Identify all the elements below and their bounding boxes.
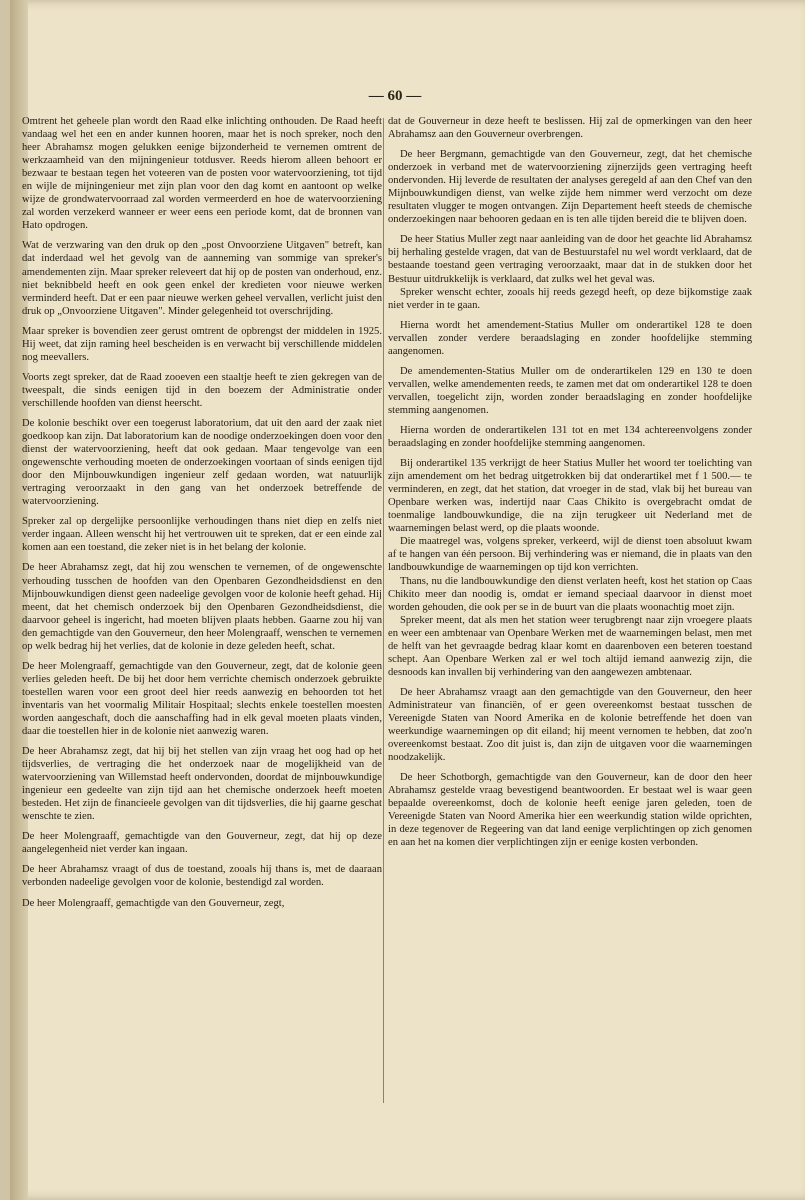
paragraph: De heer Molengraaff, gemachtigde van den Gouverneur, zegt, dat de kolonie geen verlies geleden heeft. De bij het door hem verrichte chemisch onderzoek gebruikte toestellen waren voor een groot deel hier reeds aanwezig en behoorden tot het inventaris van het voormalig Militair Hospitaal; slechts enkele toestellen moesten worden aangeschaft, doch die aanschaffing had in elk geval moeten plaats vinden, daar die toestellen hier in de kolonie niet aanwezig waren.	[22, 660, 382, 738]
right-column	[388, 115, 752, 849]
paragraph: Die maatregel was, volgens spreker, verkeerd, wijl de dienst toen absoluut kwam af te hangen van één persoon. Bij verhindering was er niemand, die in plaats van den landbouwkundige de waarnemingen op tijd kon verrichten.	[388, 536, 752, 574]
paragraph: De heer Statius Muller zegt naar aanleiding van de door het geachte lid Abrahamsz bij herhaling gestelde vragen, dat van de Bestuurstafel nu wel wordt verklaard, dat de bestaande toestand geen vertraging veroorzaakt, maar dat in de stukken door het Bestuur uitdrukkelijk is verklaard, dat zulks wel het geval was.	[388, 234, 752, 285]
paragraph: Maar spreker is bovendien zeer gerust omtrent de opbrengst der middelen in 1925. Hij weet, dat zijn raming heel bescheiden is en verwacht bij verschillende middelen nog meevallers.	[22, 325, 382, 363]
paragraph: Hierna worden de onderartikelen 131 tot en met 134 achtereenvolgens zonder beraadslaging en zonder hoofdelijke stemming aangenomen.	[388, 424, 752, 450]
paragraph: Spreker meent, dat als men het station weer terugbrengt naar zijn vroegere plaats en weer een ambtenaar van Openbare Werken met de waarnemingen belast, men met de helft van het gevraagde bedrag klaar komt en daarenboven een beteren toestand schept. Aan Openbare Werken zal er wel toch altijd iemand aanwezig zijn, die desnoods kan invallen bij verhindering van den aangewezen ambtenaar.	[388, 614, 752, 678]
paragraph: De heer Bergmann, gemachtigde van den Gouverneur, zegt, dat het chemische onderzoek in verband met de watervoorziening zijnerzijds geen vertraging heeft ondervonden. Hij leverde de resultaten der analyses geregeld af aan den Chef van den Mijnbouwkundigen dienst, van welke zijde hem nimmer werd verzocht om deze resultaten vlugger te mogen ontvangen. Zijn Departement heeft steeds de chemische onderzoekingen naar behooren gedaan en is ten alle tijden bereid die te blijven doen.	[388, 149, 752, 226]
paragraph: De heer Molengraaff, gemachtigde van den Gouverneur, zegt,	[22, 897, 285, 909]
paragraph: Thans, nu die landbouwkundige den dienst verlaten heeft, kost het station op Caas Chikito meer dan noodig is, omdat er iemand speciaal daarvoor in dienst moet worden gehouden, die ook per se in de buurt van die plaats woonachtig moet zijn.	[388, 575, 752, 613]
paragraph: De amendementen-Statius Muller om de onderartikelen 129 en 130 te doen vervallen, welke amendementen reeds, te zamen met dat om onderartikel 128 te doen vervallen, toegelicht zijn, worden zonder beraadslaging en zonder hoofdelijke stemming aangenomen.	[388, 365, 752, 416]
paragraph: Wat de verzwaring van den druk op den „post Onvoorziene Uitgaven" betreft, kan dat inderdaad wel het gevolg van de aanneming van sommige van spreker's amendementen zijn. Maar spreker releveert dat hij op de posten van onderhoud, enz. niet beknibbeld heeft en ook geen enkel der kredieten voor nieuwe werken verminderd heeft. Dat er een paar nieuwe werken geheel vervallen, verlicht juist den druk op „Onvoorziene Uitgaven". Minder gelegenheid tot overschrijding.	[22, 240, 382, 317]
paragraph: Voorts zegt spreker, dat de Raad zooeven een staaltje heeft te zien gekregen van de tweespalt, die sinds eenigen tijd in den boezem der Administratie onder verschillende hoofden van dienst heerscht.	[22, 371, 382, 409]
paragraph: De kolonie beschikt over een toegerust laboratorium, dat uit den aard der zaak niet goedkoop kan zijn. Dat laboratorium kan de noodige onderzoekingen doen voor den dienst der watervoorziening, heeft dat ook gedaan. Maar tengevolge van een ongewenschte verhouding moeten de onderzoekingen voortaan of sinds eenigen tijd door den Mijnbouwkundigen ingenieur zelf gedaan worden, wat natuurlijk vertraging veroorzaakt in den gang van het onderzoek betreffende de watervoorziening.	[22, 417, 382, 508]
paragraph: Spreker zal op dergelijke persoonlijke verhoudingen thans niet diep en zelfs niet verder ingaan. Alleen wenscht hij het vertrouwen uit te spreken, dat er een einde zal komen aan een toestand, die zeker niet is in het belang der kolonie.	[22, 516, 382, 554]
paragraph: De heer Abrahamsz zegt, dat hij bij het stellen van zijn vraag het oog had op het tijdsverlies, de vertraging die het onderzoek naar de mogelijkheid van de watervoorziening van Willemstad heeft ondervonden, doordat de mijnbouwkundige ingenieur een gedeelte van zijn tijd aan het chemische onderzoek heeft moeten besteden. Het zijn de financieele gevolgen van dit tijdsverlies, die hij gaarne geschat wenschte te zien.	[22, 746, 382, 823]
document-page	[10, 0, 805, 1200]
paragraph: De heer Molengraaff, gemachtigde van den Gouverneur, zegt, dat hij op deze aangelegenheid niet verder kan ingaan.	[22, 831, 382, 856]
paragraph: De heer Abrahamsz vraagt of dus de toestand, zooals hij thans is, met de daaraan verbonden nadeelige gevolgen voor de kolonie, bestendigd zal worden.	[22, 864, 382, 889]
paragraph: De heer Abrahamsz vraagt aan den gemachtigde van den Gouverneur, den heer Administrateur van financiën, of er geen overeenkomst bestaat tusschen de Vereenigde Staten van Noord Amerika en de kolonie betreffende het doen van weerkundige waarnemingen op dit eiland; hij meent vernomen te hebben, dat zoo'n overeenkomst bestaat. Zoo dit juist is, dan zijn de uitgaven voor die waarnemingen noodzakelijk.	[388, 686, 752, 764]
paragraph: dat de Gouverneur in deze heeft te beslissen. Hij zal de opmerkingen van den heer Abrahamsz aan den Gouverneur overbrengen.	[388, 116, 752, 141]
paragraph: Spreker wenscht echter, zooals hij reeds gezegd heeft, op deze bijkomstige zaak niet verder in te gaan.	[388, 286, 752, 311]
left-column	[22, 115, 382, 910]
paragraph: Hierna wordt het amendement-Statius Muller om onderartikel 128 te doen vervallen zonder verdere beraadslaging en zonder hoofdelijke stemming aangenomen.	[388, 319, 752, 357]
paragraph: Omtrent het geheele plan wordt den Raad elke inlichting onthouden. De Raad heeft vandaag wel het een en ander kunnen hooren, maar het is noch spreker, noch den heer Abrahamsz mogen gelukken eenige bijzonderheid te vernemen omtrent de werkzaamheid van den mijningenieur totdusver. Reeds hierom alleen behoort er bezwaar te bestaan tegen het voteeren van de posten voor watervoorziening, tot tijd en wijle de mijningenieur met zijn plan voor den dag komt en aantoont op welke wijze de grondwatervoorraad zal worden vermeerderd en hoe de watervoorziening zal worden verzekerd wanneer er weer eens een periode komt, dat de bronnen van Hato opdrogen.	[22, 116, 382, 232]
paragraph: De heer Schotborgh, gemachtigde van den Gouverneur, kan de door den heer Abrahamsz gestelde vraag bevestigend beantwoorden. Er bestaat wel is waar geen bepaalde overeenkomst, doch de kolonie heeft eenige jaren geleden, toen de Vereenigde Staten van Noord Amerika hier een weerkundig station wilde oprichten, in deze tegenover de Regeering van dat land eenige verplichtingen op zich genomen en aan het na komen dier verplichtingen zijn er eenige kosten verbonden.	[388, 772, 752, 849]
column-divider	[383, 118, 384, 1103]
paragraph: Bij onderartikel 135 verkrijgt de heer Statius Muller het woord ter toelichting van zijn amendement om het bedrag uitgetrokken bij dat onderartikel met f 1 500.— te verminderen, en zegt, dat het station, dat vroeger in de stad, vlak bij het bureau van Openbare werken was, indertijd naar Caas Chikito is overgebracht omdat de toenmalige landbouwkundige, die na zijn terugkeer uit Nederland met de waarnemingen belast werd, op die plaats woonde.	[388, 458, 752, 535]
page-number: — 60 —	[368, 88, 422, 104]
paragraph: De heer Abrahamsz zegt, dat hij zou wenschen te vernemen, of de ongewenschte verhouding tusschen de hoofden van den Openbaren Gezondheidsdienst en den Mijnbouwkundigen dienst geen nadeelige gevolgen voor de kolonie heeft gehad. Hij meent, dat het chemisch onderzoek bij den Openbaren Gezondheidsdienst, die daarvoor geheel is ingericht, had moeten blijven plaats hebben. Gaarne zou hij van den gemachtigde van den Gouverneur, den heer Molengraaff, wenschen te vernemen op welk bedrag hij het verlies, dat de kolonie in deze geleden heeft, schat.	[22, 562, 382, 652]
